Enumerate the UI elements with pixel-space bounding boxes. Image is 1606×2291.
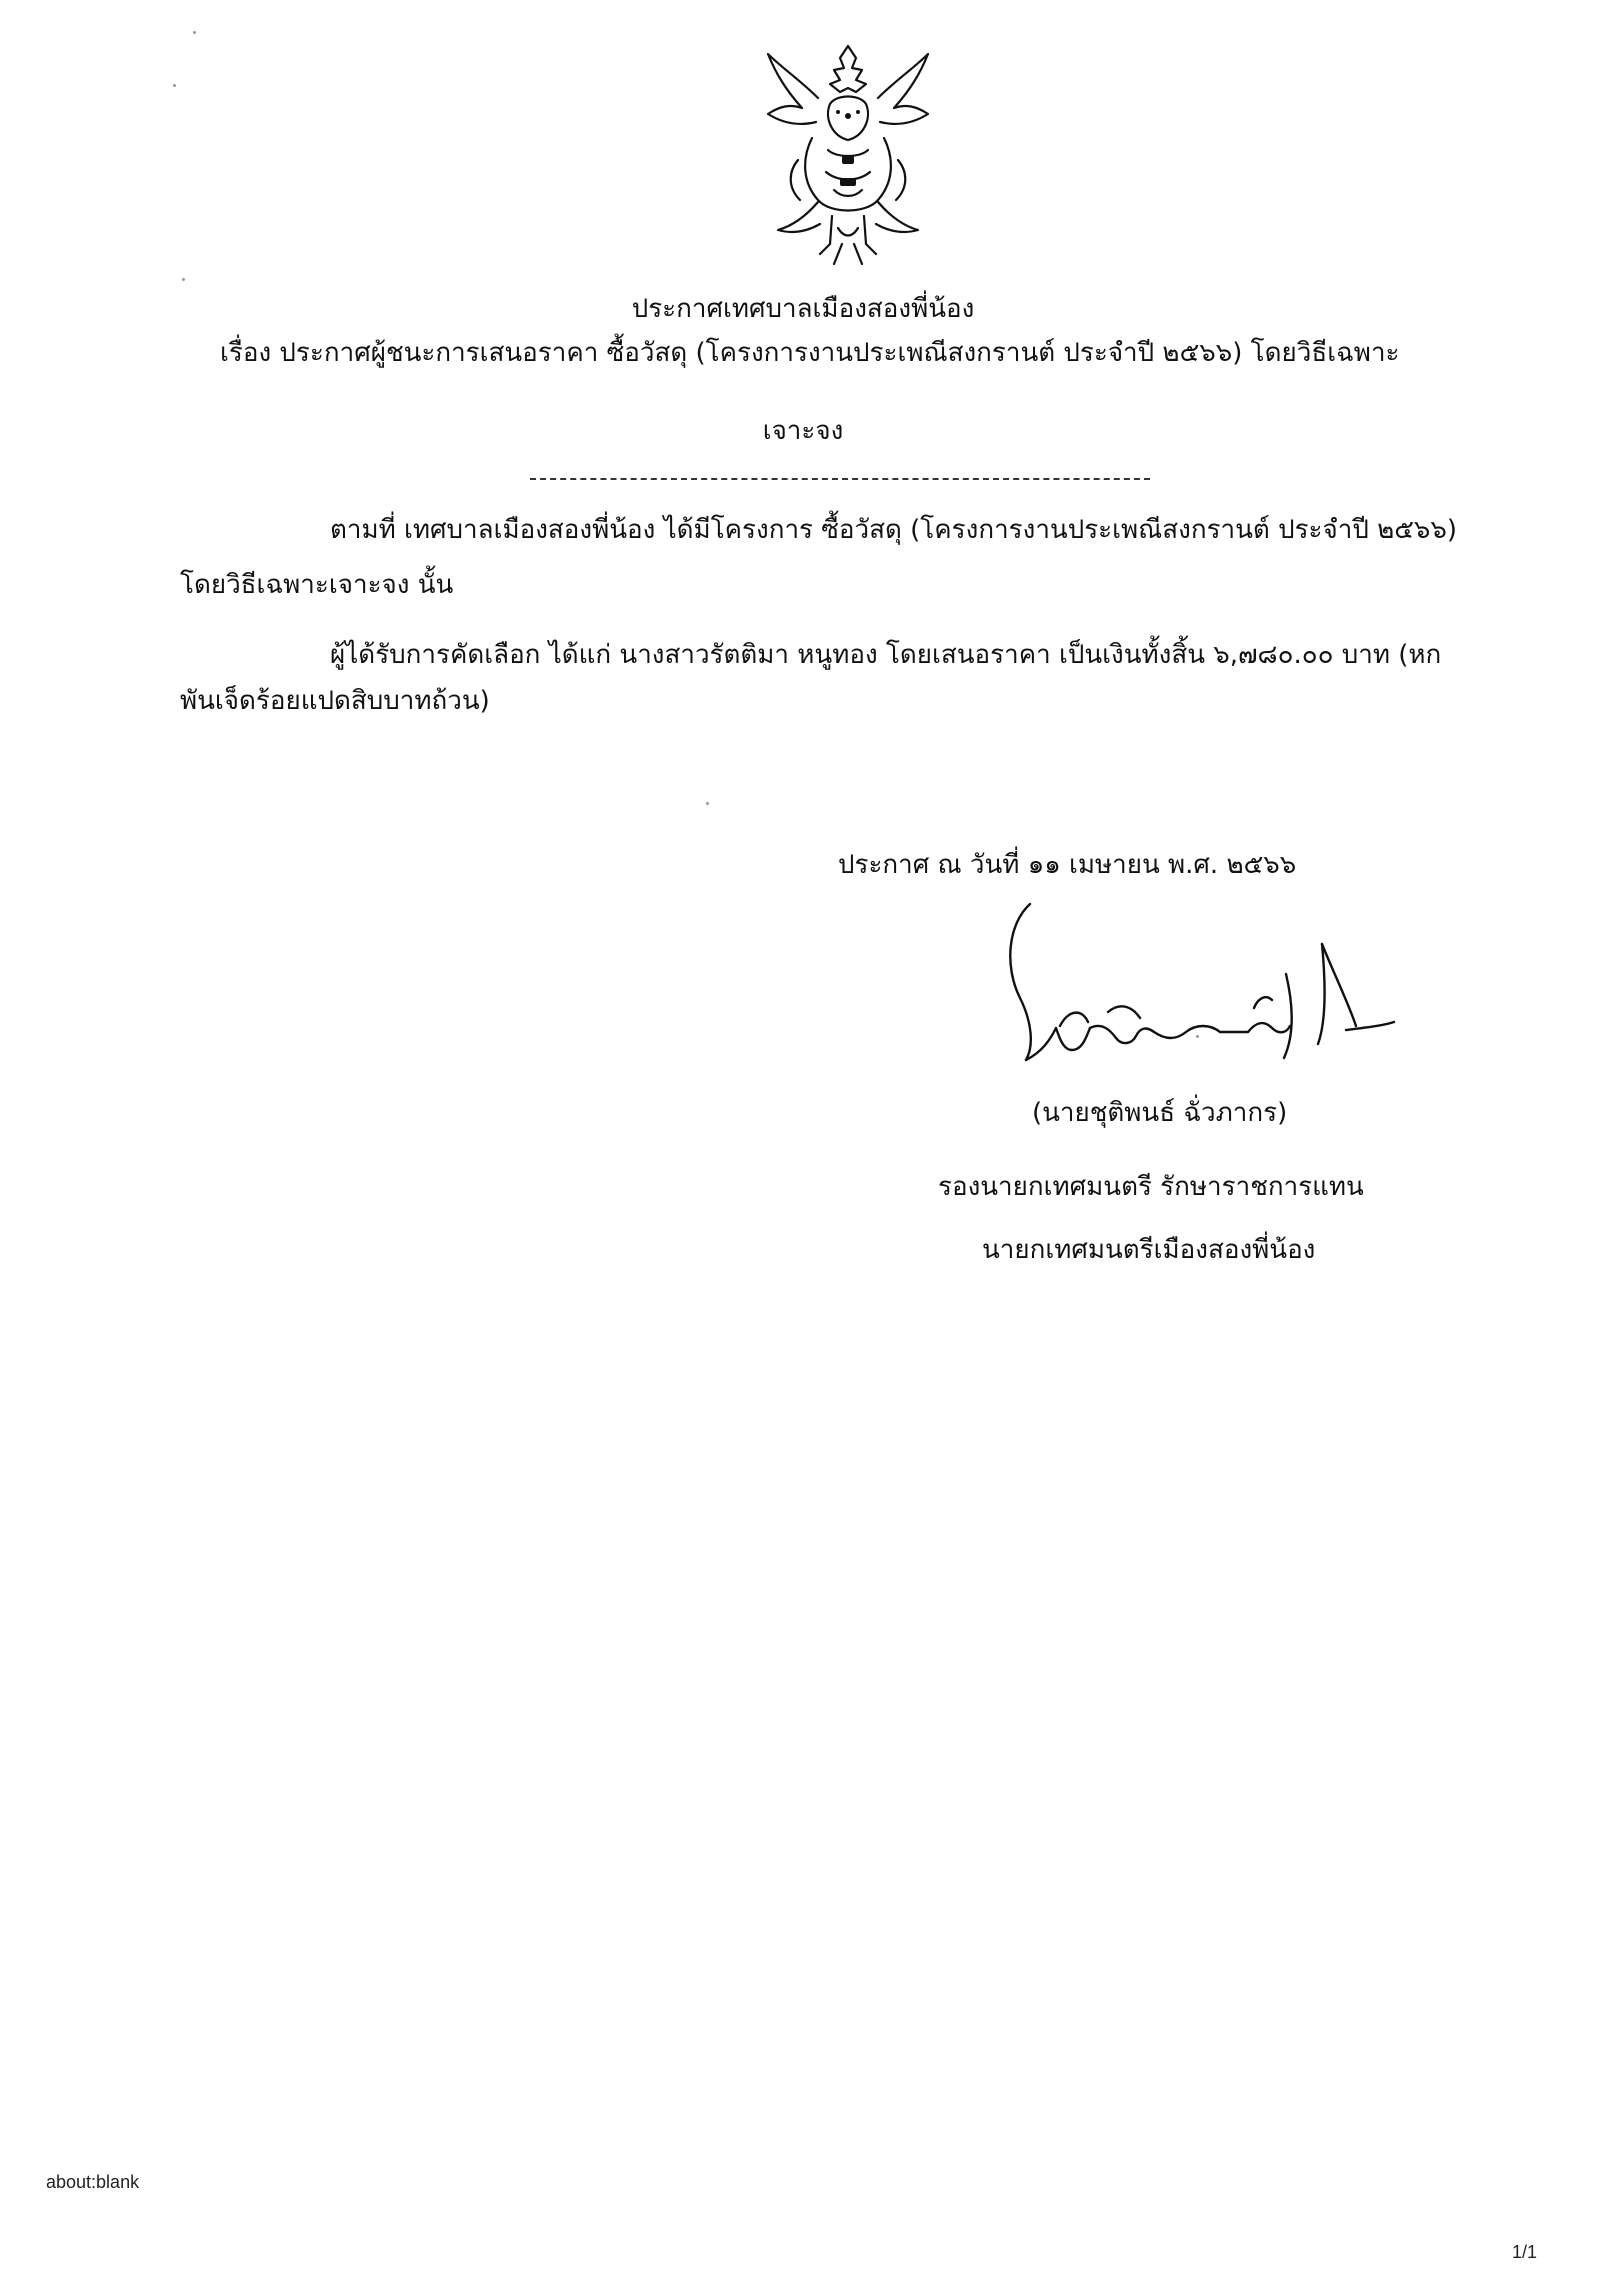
divider-line	[530, 478, 1150, 480]
garuda-emblem-icon	[758, 40, 938, 280]
announce-date: ประกาศ ณ วันที่ ๑๑ เมษายน พ.ศ. ๒๕๖๖	[838, 850, 1297, 880]
paragraph-2-line-1: ผู้ได้รับการคัดเลือก ได้แก่ นางสาวรัตติมา หนูทอง โดยเสนอราคา เป็นเงินทั้งสิ้น ๖,๗๘๐.๐๐ บาท (หก	[330, 640, 1442, 670]
scan-speck	[706, 802, 709, 805]
signatory-role-line-2: นายกเทศมนตรีเมืองสองพี่น้อง	[982, 1235, 1316, 1265]
subject-line-1: เรื่อง ประกาศผู้ชนะการเสนอราคา ซื้อวัสดุ (โครงการงานประเพณีสงกรานต์ ประจำปี ๒๕๖๖) โดยวิธีเฉพาะ	[220, 338, 1400, 368]
subject-line-2: เจาะจง	[762, 416, 844, 446]
scan-speck	[173, 84, 176, 87]
signatory-name: (นายชุติพนธ์ ฉั่วภากร)	[1032, 1098, 1288, 1128]
signatory-role-line-1: รองนายกเทศมนตรี รักษาราชการแทน	[938, 1172, 1364, 1202]
page-counter: 1/1	[1512, 2242, 1538, 2262]
paragraph-1-line-1: ตามที่ เทศบาลเมืองสองพี่น้อง ได้มีโครงการ ซื้อวัสดุ (โครงการงานประเพณีสงกรานต์ ประจำปี ๒๕๖๖)	[330, 515, 1458, 545]
paragraph-1-line-2: โดยวิธีเฉพาะเจาะจง นั้น	[180, 570, 454, 600]
browser-footer-left: about:blank	[46, 2172, 140, 2192]
signature-icon	[990, 890, 1410, 1080]
scan-speck	[193, 31, 196, 34]
paragraph-2-line-2: พันเจ็ดร้อยแปดสิบบาทถ้วน)	[180, 686, 490, 716]
scan-speck	[1196, 1035, 1199, 1038]
document-title: ประกาศเทศบาลเมืองสองพี่น้อง	[631, 294, 975, 324]
scan-speck	[182, 278, 185, 281]
